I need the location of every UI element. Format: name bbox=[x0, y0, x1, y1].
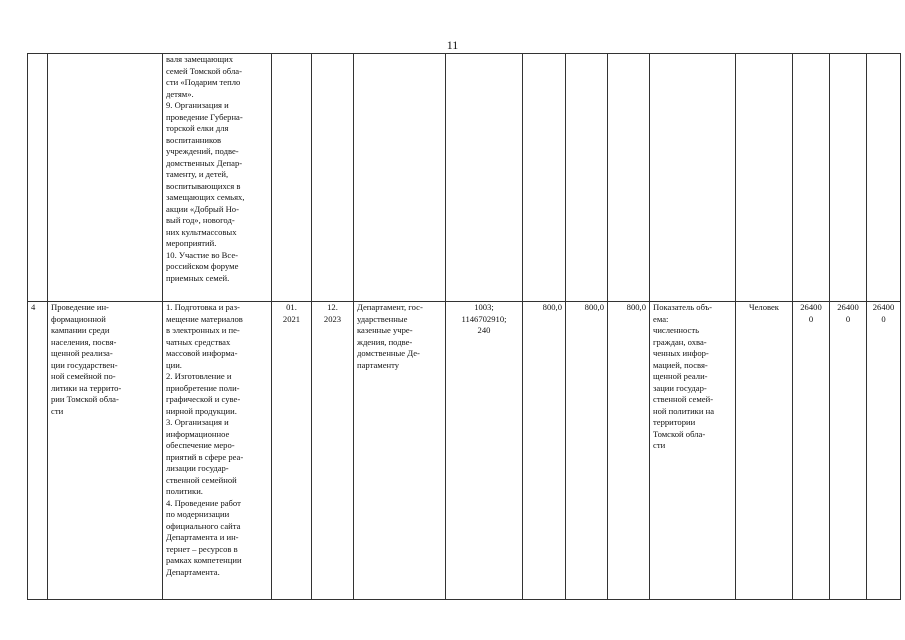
cell-code bbox=[446, 54, 523, 302]
cell-target-3: 26400 0 bbox=[867, 302, 901, 600]
cell-value-2 bbox=[566, 54, 608, 302]
cell-start: 01. 2021 bbox=[272, 302, 312, 600]
cell-value-2: 800,0 bbox=[566, 302, 608, 600]
cell-target-1 bbox=[793, 54, 830, 302]
cell-name: Проведение ин- формационной кампании среди населения, посвя- щенной реализа- ции государствен- ной семейной по- литики на террито- рии Томской обла- сти bbox=[48, 302, 163, 600]
table-row bbox=[28, 54, 901, 302]
cell-indicator bbox=[650, 54, 736, 302]
cell-value-3: 800,0 bbox=[608, 302, 650, 600]
cell-unit bbox=[736, 54, 793, 302]
cell-target-1: 26400 0 bbox=[793, 302, 830, 600]
cell-num: 4 bbox=[28, 302, 48, 600]
cell-executor bbox=[354, 54, 446, 302]
cell-num bbox=[28, 54, 48, 302]
cell-start bbox=[272, 54, 312, 302]
cell-target-3 bbox=[867, 54, 901, 302]
cell-target-2 bbox=[830, 54, 867, 302]
cell-value-1: 800,0 bbox=[523, 302, 566, 600]
cell-name bbox=[48, 54, 163, 302]
cell-value-3 bbox=[608, 54, 650, 302]
cell-executor: Департамент, гос- ударственные казенные учре- ждения, подве- домственные Де- партаменту bbox=[354, 302, 446, 600]
cell-activities: валя замещающих семей Томской обла- сти «Подарим тепло детям». 9. Организация и проведение Губерна- торской елки для воспитанников учреждений, подве- домственных Депар- таменту, и детей, воспитывающихся в замещающих семьях, акции «Добрый Но- вый год», новогод- них культмассовых мероприятий. 10. Участие во Все- российском форуме приемных семей. bbox=[163, 54, 272, 302]
table-row bbox=[28, 302, 901, 600]
cell-code: 1003; 1146702910; 240 bbox=[446, 302, 523, 600]
cell-end bbox=[312, 54, 354, 302]
program-table bbox=[27, 53, 901, 600]
cell-end: 12. 2023 bbox=[312, 302, 354, 600]
cell-indicator: Показатель объ- ема: численность граждан, охва- ченных инфор- мацией, посвя- щенной реали- зации государ- ственной семей- ной политики на территории Томской обла- сти bbox=[650, 302, 736, 600]
page-number: 11 bbox=[446, 38, 459, 52]
cell-activities: 1. Подготовка и раз- мещение материалов в электронных и пе- чатных средствах массовой информа- ции. 2. Изготовление и приобретение поли- графической и суве- нирной продукции. 3. Организация и информационное обеспечение меро- приятий в сфере реа- лизации государ- ственной семейной политики. 4. Проведение работ по модернизации официального сайта Департамента и ин- тернет – ресурсов в рамках компетенции Департамента. bbox=[163, 302, 272, 600]
cell-value-1 bbox=[523, 54, 566, 302]
cell-target-2: 26400 0 bbox=[830, 302, 867, 600]
cell-unit: Человек bbox=[736, 302, 793, 600]
